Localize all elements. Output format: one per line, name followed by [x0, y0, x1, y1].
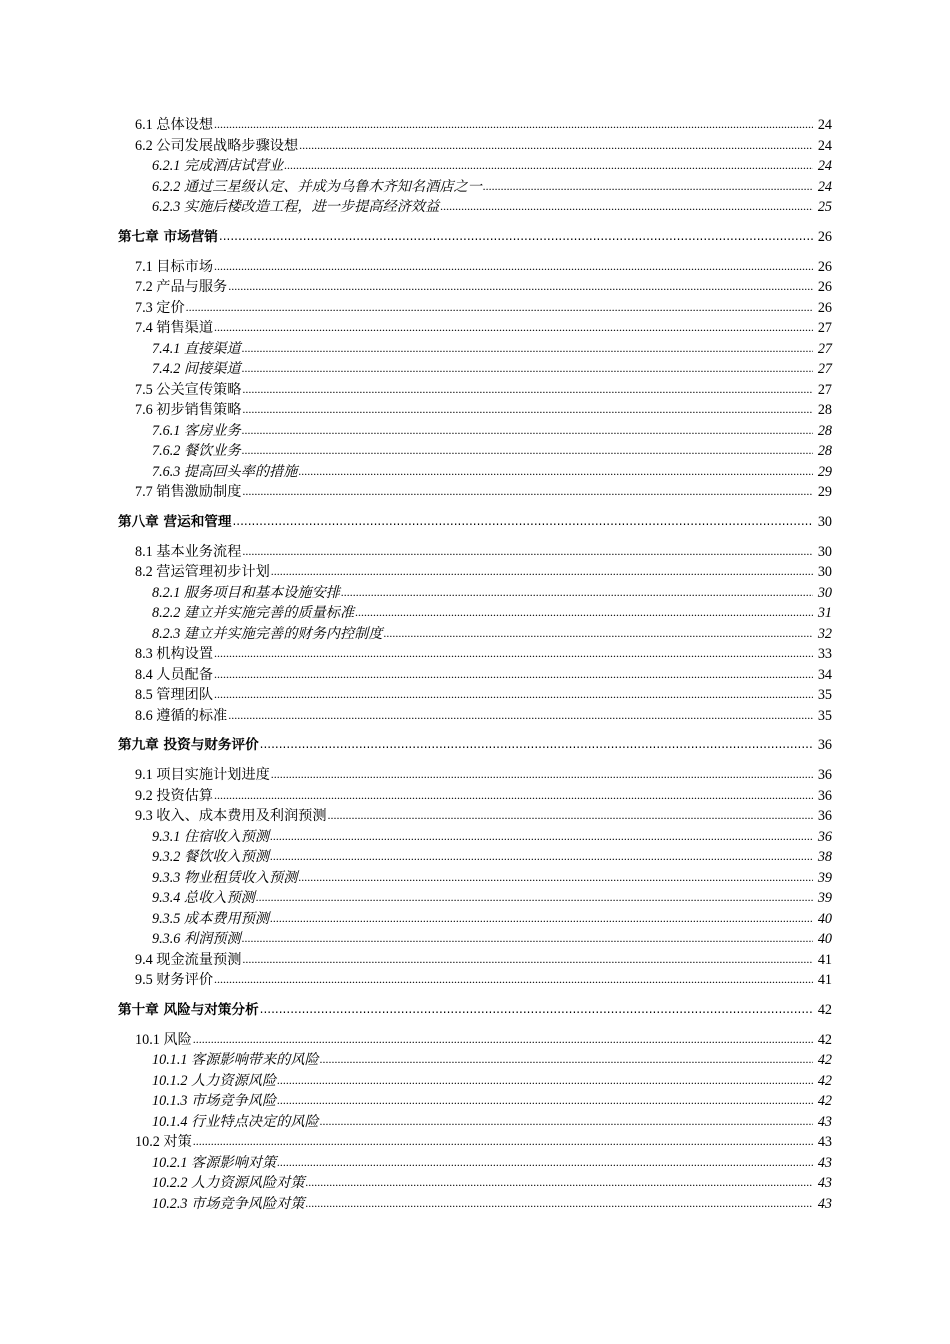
toc-dot-leader	[214, 785, 813, 806]
toc-dot-leader	[299, 135, 813, 156]
toc-dot-leader	[440, 196, 813, 217]
toc-entry-title: 10.2.1 客源影响对策	[152, 1154, 277, 1171]
toc-dot-leader	[320, 1049, 813, 1070]
toc-page-number: 43	[817, 1113, 832, 1130]
toc-dot-leader	[355, 602, 813, 623]
toc-entry-title: 8.5 管理团队	[135, 687, 214, 703]
toc-page-number: 28	[817, 443, 832, 459]
toc-entry-title: 6.2.3 实施后楼改造工程，进一步提高经济效益	[152, 199, 440, 215]
toc-dot-leader	[214, 684, 813, 705]
toc-page-number: 36	[817, 828, 832, 845]
toc-entry[interactable]	[118, 1173, 832, 1194]
toc-page-number: 26	[817, 299, 832, 316]
toc-dot-leader	[270, 826, 813, 847]
toc-entry[interactable]	[118, 1030, 832, 1051]
toc-entry-title: 10.2.2 人力资源风险对策	[152, 1175, 305, 1191]
toc-page-number: 24	[817, 178, 832, 195]
toc-page-number: 30	[817, 543, 832, 560]
toc-page-number: 28	[817, 402, 832, 418]
toc-page-number: 27	[817, 340, 832, 357]
toc-page-number: 38	[817, 849, 832, 865]
toc-entry-title: 9.3.1 住宿收入预测	[152, 828, 270, 845]
toc-entry[interactable]	[118, 400, 832, 421]
toc-dot-leader	[270, 908, 813, 929]
toc-dot-leader	[341, 582, 813, 603]
toc-dot-leader	[242, 928, 813, 949]
toc-page-number: 30	[817, 564, 832, 580]
toc-entry[interactable]	[118, 1091, 832, 1112]
toc-entry[interactable]	[118, 1050, 832, 1071]
toc-dot-leader	[242, 358, 813, 379]
toc-dot-leader	[242, 541, 813, 562]
toc-dot-leader	[256, 887, 813, 908]
toc-entry-title: 8.2.3 建立并实施完善的财务内控制度	[152, 625, 383, 642]
toc-entry-title: 第七章 市场营销	[118, 228, 218, 245]
toc-page-number: 43	[817, 1195, 832, 1212]
toc-page-number: 31	[817, 605, 832, 621]
toc-dot-leader	[242, 420, 813, 441]
toc-page-number: 41	[817, 951, 832, 968]
toc-entry-title: 8.6 遵循的标准	[135, 707, 228, 724]
toc-page-number: 42	[817, 1001, 832, 1018]
toc-page-number: 42	[817, 1093, 832, 1109]
toc-entry[interactable]	[118, 909, 832, 930]
toc-entry[interactable]	[118, 929, 832, 950]
toc-entry[interactable]	[118, 706, 832, 727]
toc-entry[interactable]	[118, 950, 832, 971]
toc-dot-leader	[214, 643, 813, 664]
toc-entry-title: 8.3 机构设置	[135, 646, 214, 662]
toc-dot-leader	[298, 867, 813, 888]
toc-entry[interactable]	[118, 257, 832, 278]
toc-dot-leader	[277, 1090, 813, 1111]
toc-entry-title: 10.1.1 客源影响带来的风险	[152, 1052, 319, 1068]
toc-entry-title: 7.6 初步销售策略	[135, 402, 242, 418]
toc-dot-leader	[271, 764, 813, 785]
toc-entry[interactable]	[118, 970, 832, 991]
toc-entry[interactable]	[118, 1071, 832, 1092]
toc-page-number: 33	[817, 646, 832, 662]
toc-page-number: 36	[817, 767, 832, 783]
toc-page-number: 29	[817, 463, 832, 480]
toc-page-number: 39	[817, 869, 832, 886]
toc-entry[interactable]	[118, 583, 832, 604]
toc-entry[interactable]	[118, 298, 832, 319]
toc-page-number: 34	[817, 666, 832, 683]
toc-page-number: 27	[817, 361, 832, 377]
toc-dot-leader	[214, 256, 813, 277]
toc-page-number: 29	[817, 484, 832, 500]
toc-entry-title: 9.5 财务评价	[135, 972, 214, 988]
toc-entry-title: 7.6.3 提高回头率的措施	[152, 463, 298, 480]
toc-page-number: 24	[817, 117, 832, 133]
toc-dot-leader	[242, 949, 813, 970]
toc-entry-title: 10.1.3 市场竞争风险	[152, 1093, 277, 1109]
toc-dot-leader	[219, 226, 813, 247]
toc-entry-title: 10.1.2 人力资源风险	[152, 1072, 277, 1089]
toc-entry-title: 7.4 销售渠道	[135, 320, 214, 336]
toc-entry-title: 8.2.2 建立并实施完善的质量标准	[152, 605, 355, 621]
toc-entry-title: 9.2 投资估算	[135, 787, 214, 804]
toc-entry-title: 10.2.3 市场竞争风险对策	[152, 1195, 305, 1212]
toc-page-number: 24	[817, 137, 832, 154]
toc-dot-leader	[306, 1172, 813, 1193]
toc-entry[interactable]	[118, 1112, 832, 1133]
toc-entry[interactable]	[118, 685, 832, 706]
toc-dot-leader	[260, 999, 813, 1020]
toc-page-number: 42	[817, 1052, 832, 1068]
toc-dot-leader	[270, 846, 813, 867]
toc-dot-leader	[384, 623, 813, 644]
toc-page-number: 41	[817, 972, 832, 988]
toc-entry-title: 7.4.1 直接渠道	[152, 340, 241, 357]
toc-entry[interactable]	[118, 665, 832, 686]
toc-dot-leader	[193, 1029, 813, 1050]
toc-entry[interactable]	[118, 359, 832, 380]
toc-page-number: 40	[817, 910, 832, 927]
toc-dot-leader	[214, 317, 813, 338]
toc-entry[interactable]	[118, 482, 832, 503]
toc-page-number: 36	[817, 787, 832, 804]
toc-entry[interactable]	[118, 318, 832, 339]
toc-entry[interactable]	[118, 765, 832, 786]
toc-entry-title: 6.2 公司发展战略步骤设想	[135, 137, 299, 154]
toc-entry[interactable]	[118, 115, 832, 136]
toc-entry[interactable]	[118, 156, 832, 177]
toc-page-number: 30	[817, 513, 832, 530]
toc-page-number: 36	[817, 808, 832, 824]
toc-page-number: 35	[817, 707, 832, 724]
toc-entry-title: 7.7 销售激励制度	[135, 484, 242, 500]
toc-entry-title: 9.3.6 利润预测	[152, 931, 241, 947]
toc-dot-leader	[242, 440, 813, 461]
toc-dot-leader	[186, 297, 813, 318]
toc-page-number: 26	[817, 228, 832, 245]
toc-entry[interactable]	[118, 462, 832, 483]
toc-entry-title: 第八章 营运和管理	[118, 513, 232, 530]
toc-entry[interactable]	[118, 603, 832, 624]
toc-entry-title: 10.1.4 行业特点决定的风险	[152, 1113, 319, 1130]
toc-entry-title: 第九章 投资与财务评价	[118, 737, 259, 753]
toc-entry[interactable]	[118, 177, 832, 198]
toc-page-number: 35	[817, 687, 832, 703]
toc-chapter-entry[interactable]	[118, 227, 832, 248]
toc-chapter-entry[interactable]	[118, 1000, 832, 1021]
toc-dot-leader	[320, 1111, 813, 1132]
toc-entry[interactable]	[118, 277, 832, 298]
toc-entry[interactable]	[118, 136, 832, 157]
toc-entry[interactable]	[118, 1132, 832, 1153]
toc-chapter-entry[interactable]	[118, 512, 832, 533]
toc-page-number: 32	[817, 625, 832, 642]
toc-page-number: 28	[817, 422, 832, 439]
toc-entry-title: 8.4 人员配备	[135, 666, 214, 683]
toc-entry-title: 7.6.2 餐饮业务	[152, 443, 241, 459]
toc-entry-title: 9.3.5 成本费用预测	[152, 910, 270, 927]
toc-entry-title: 7.6.1 客房业务	[152, 422, 241, 439]
toc-entry-title: 9.3 收入、成本费用及利润预测	[135, 808, 327, 824]
toc-dot-leader	[242, 338, 813, 359]
toc-page-number: 42	[817, 1031, 832, 1048]
toc-entry-title: 6.2.1 完成酒店试营业	[152, 158, 284, 174]
toc-dot-leader	[284, 155, 813, 176]
toc-chapter-entry[interactable]	[118, 735, 832, 756]
toc-entry-title: 7.5 公关宣传策略	[135, 381, 242, 398]
toc-page-number: 24	[817, 158, 832, 174]
toc-entry[interactable]	[118, 421, 832, 442]
toc-entry-title: 7.4.2 间接渠道	[152, 361, 241, 377]
toc-entry[interactable]	[118, 1153, 832, 1174]
toc-entry[interactable]	[118, 562, 832, 583]
toc-entry[interactable]	[118, 1194, 832, 1215]
toc-entry[interactable]	[118, 441, 832, 462]
toc-dot-leader	[228, 705, 813, 726]
toc-entry[interactable]	[118, 542, 832, 563]
toc-page-number: 36	[817, 737, 832, 753]
toc-entry-title: 8.2.1 服务项目和基本设施安排	[152, 584, 340, 601]
toc-dot-leader	[242, 379, 813, 400]
toc-entry-title: 7.3 定价	[135, 299, 185, 316]
toc-entry-title: 10.2 对策	[135, 1134, 192, 1150]
toc-entry[interactable]	[118, 827, 832, 848]
toc-entry[interactable]	[118, 380, 832, 401]
toc-page-number: 40	[817, 931, 832, 947]
toc-dot-leader	[214, 969, 813, 990]
toc-page-number: 27	[817, 320, 832, 336]
toc-dot-leader	[260, 734, 813, 755]
toc-entry-title: 9.3.2 餐饮收入预测	[152, 849, 270, 865]
toc-dot-leader	[193, 1131, 813, 1152]
toc-dot-leader	[483, 176, 813, 197]
toc-dot-leader	[232, 511, 813, 532]
toc-entry-title: 第十章 风险与对策分析	[118, 1001, 259, 1018]
toc-entry-title: 8.1 基本业务流程	[135, 543, 242, 560]
toc-entry[interactable]	[118, 644, 832, 665]
toc-entry-title: 6.2.2 通过三星级认定、并成为乌鲁木齐知名酒店之一	[152, 178, 482, 195]
table-of-contents	[118, 115, 832, 1214]
toc-entry-title: 9.1 项目实施计划进度	[135, 767, 270, 783]
toc-entry[interactable]	[118, 806, 832, 827]
toc-entry-title: 7.2 产品与服务	[135, 279, 228, 295]
toc-entry-title: 6.1 总体设想	[135, 117, 214, 133]
toc-page-number: 27	[817, 381, 832, 398]
toc-dot-leader	[277, 1152, 813, 1173]
toc-entry[interactable]	[118, 197, 832, 218]
toc-entry[interactable]	[118, 888, 832, 909]
toc-entry-title: 8.2 营运管理初步计划	[135, 564, 270, 580]
toc-dot-leader	[306, 1193, 813, 1214]
toc-entry[interactable]	[118, 339, 832, 360]
toc-dot-leader	[214, 114, 813, 135]
toc-entry[interactable]	[118, 624, 832, 645]
toc-page-number: 26	[817, 258, 832, 275]
toc-page-number: 42	[817, 1072, 832, 1089]
toc-dot-leader	[242, 481, 813, 502]
toc-dot-leader	[228, 276, 813, 297]
toc-entry[interactable]	[118, 786, 832, 807]
toc-page-number: 26	[817, 279, 832, 295]
toc-page-number: 39	[817, 890, 832, 906]
toc-dot-leader	[298, 461, 813, 482]
toc-entry-title: 9.3.3 物业租赁收入预测	[152, 869, 298, 886]
toc-page-number: 25	[817, 199, 832, 215]
toc-entry-title: 9.4 现金流量预测	[135, 951, 242, 968]
toc-entry[interactable]	[118, 868, 832, 889]
toc-dot-leader	[328, 805, 813, 826]
toc-entry-title: 10.1 风险	[135, 1031, 192, 1048]
toc-page-number: 43	[817, 1134, 832, 1150]
toc-page-number: 43	[817, 1175, 832, 1191]
toc-dot-leader	[214, 664, 813, 685]
toc-dot-leader	[271, 561, 813, 582]
toc-page-number: 43	[817, 1154, 832, 1171]
toc-dot-leader	[277, 1070, 813, 1091]
toc-entry-title: 7.1 目标市场	[135, 258, 214, 275]
toc-entry-title: 9.3.4 总收入预测	[152, 890, 255, 906]
toc-page-number: 30	[817, 584, 832, 601]
toc-entry[interactable]	[118, 847, 832, 868]
toc-dot-leader	[242, 399, 813, 420]
